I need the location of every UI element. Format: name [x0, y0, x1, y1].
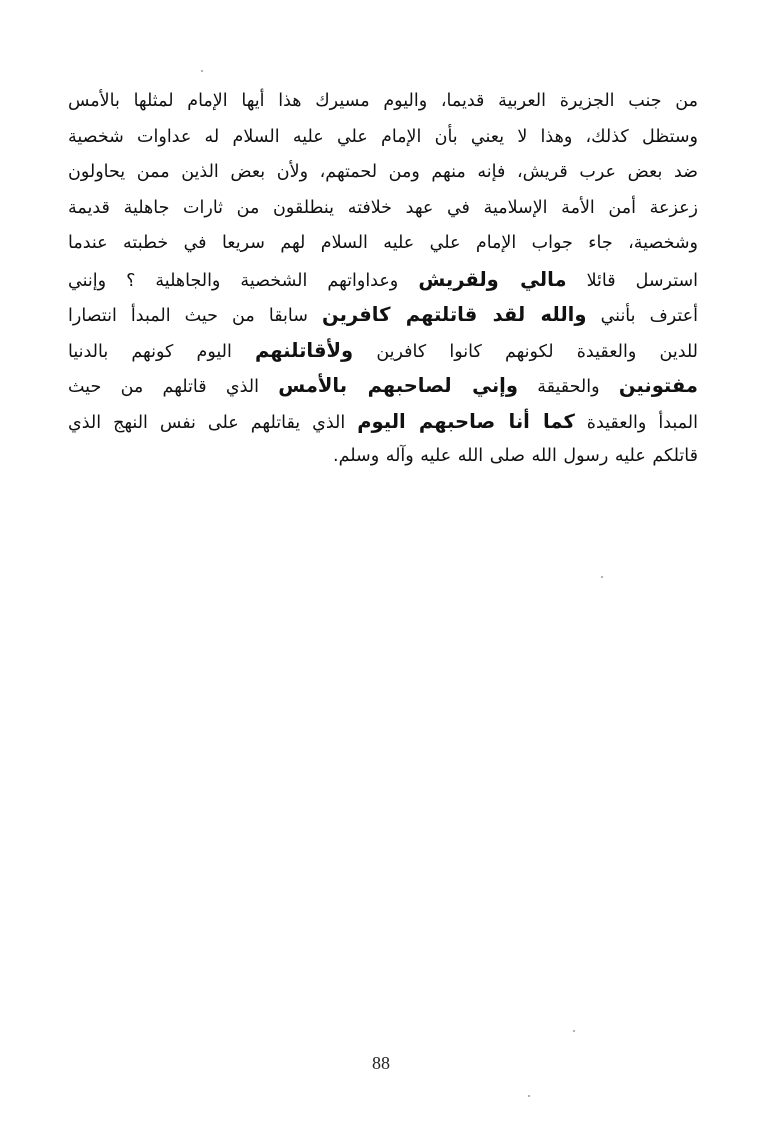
- text-line: [68, 155, 698, 191]
- page-number: 88: [372, 1053, 390, 1073]
- emphasized-phrase: وإني لصاحبهم بالأمس: [278, 374, 518, 397]
- text-segment: وستظل كذلك، وهذا لا يعني بأن الإمام علي عليه السلام له عداوات شخصية: [68, 126, 698, 147]
- text-segment: المبدأ والعقيدة: [574, 412, 698, 433]
- text-line: [68, 84, 698, 120]
- text-segment: قاتلكم عليه رسول الله صلى الله عليه وآله وسلم.: [333, 446, 698, 466]
- text-line: [68, 191, 698, 227]
- text-segment: اليوم كونهم بالدنيا: [68, 341, 256, 362]
- scan-speck: [201, 70, 203, 72]
- text-segment: من جنب الجزيرة العربية قديما، واليوم مسيرك هذا أيها الإمام لمثلها بالأمس: [68, 91, 698, 111]
- emphasized-phrase: مفتونين: [618, 374, 698, 397]
- emphasized-phrase: والله لقد قاتلتهم كافرين: [322, 303, 587, 326]
- text-line: [68, 120, 698, 156]
- text-line: [68, 226, 698, 262]
- emphasized-phrase: مالي ولقريش: [418, 267, 567, 291]
- text-segment: زعزعة أمن الأمة الإسلامية في عهد خلافته ينطلقون من ثارات جاهلية قديمة: [68, 197, 698, 218]
- text-segment: الذي يقاتلهم على نفس النهج الذي: [68, 412, 358, 433]
- text-segment: الذي قاتلهم من حيث: [68, 377, 279, 397]
- scan-speck: [601, 576, 603, 578]
- text-line: [68, 262, 698, 298]
- text-line: [68, 333, 698, 369]
- text-segment: استرسل قائلا: [566, 270, 699, 291]
- text-line: [68, 439, 698, 475]
- text-line: [68, 404, 698, 440]
- text-segment: وشخصية، جاء جواب الإمام علي عليه السلام لهم سريعا في خطبته عندما: [68, 233, 698, 253]
- text-segment: سابقا من حيث المبدأ انتصارا: [68, 306, 323, 326]
- text-segment: أعترف بأنني: [586, 306, 698, 326]
- text-line: [68, 368, 698, 404]
- scan-speck: [573, 1030, 575, 1032]
- emphasized-phrase: كما أنا صاحبهم اليوم: [357, 409, 575, 433]
- text-segment: والحقيقة: [517, 377, 619, 397]
- text-segment: ضد بعض عرب قريش، فإنه منهم ومن لحمتهم، ولأن بعض الذين ممن يحاولون: [68, 162, 698, 182]
- text-segment: للدين والعقيدة لكونهم كانوا كافرين: [353, 341, 698, 362]
- scan-speck: [528, 1095, 530, 1097]
- text-segment: وعداواتهم الشخصية والجاهلية ؟ وإنني: [68, 270, 419, 291]
- text-line: [68, 297, 698, 333]
- body-text: [68, 84, 698, 475]
- emphasized-phrase: ولأقاتلنهم: [255, 338, 354, 362]
